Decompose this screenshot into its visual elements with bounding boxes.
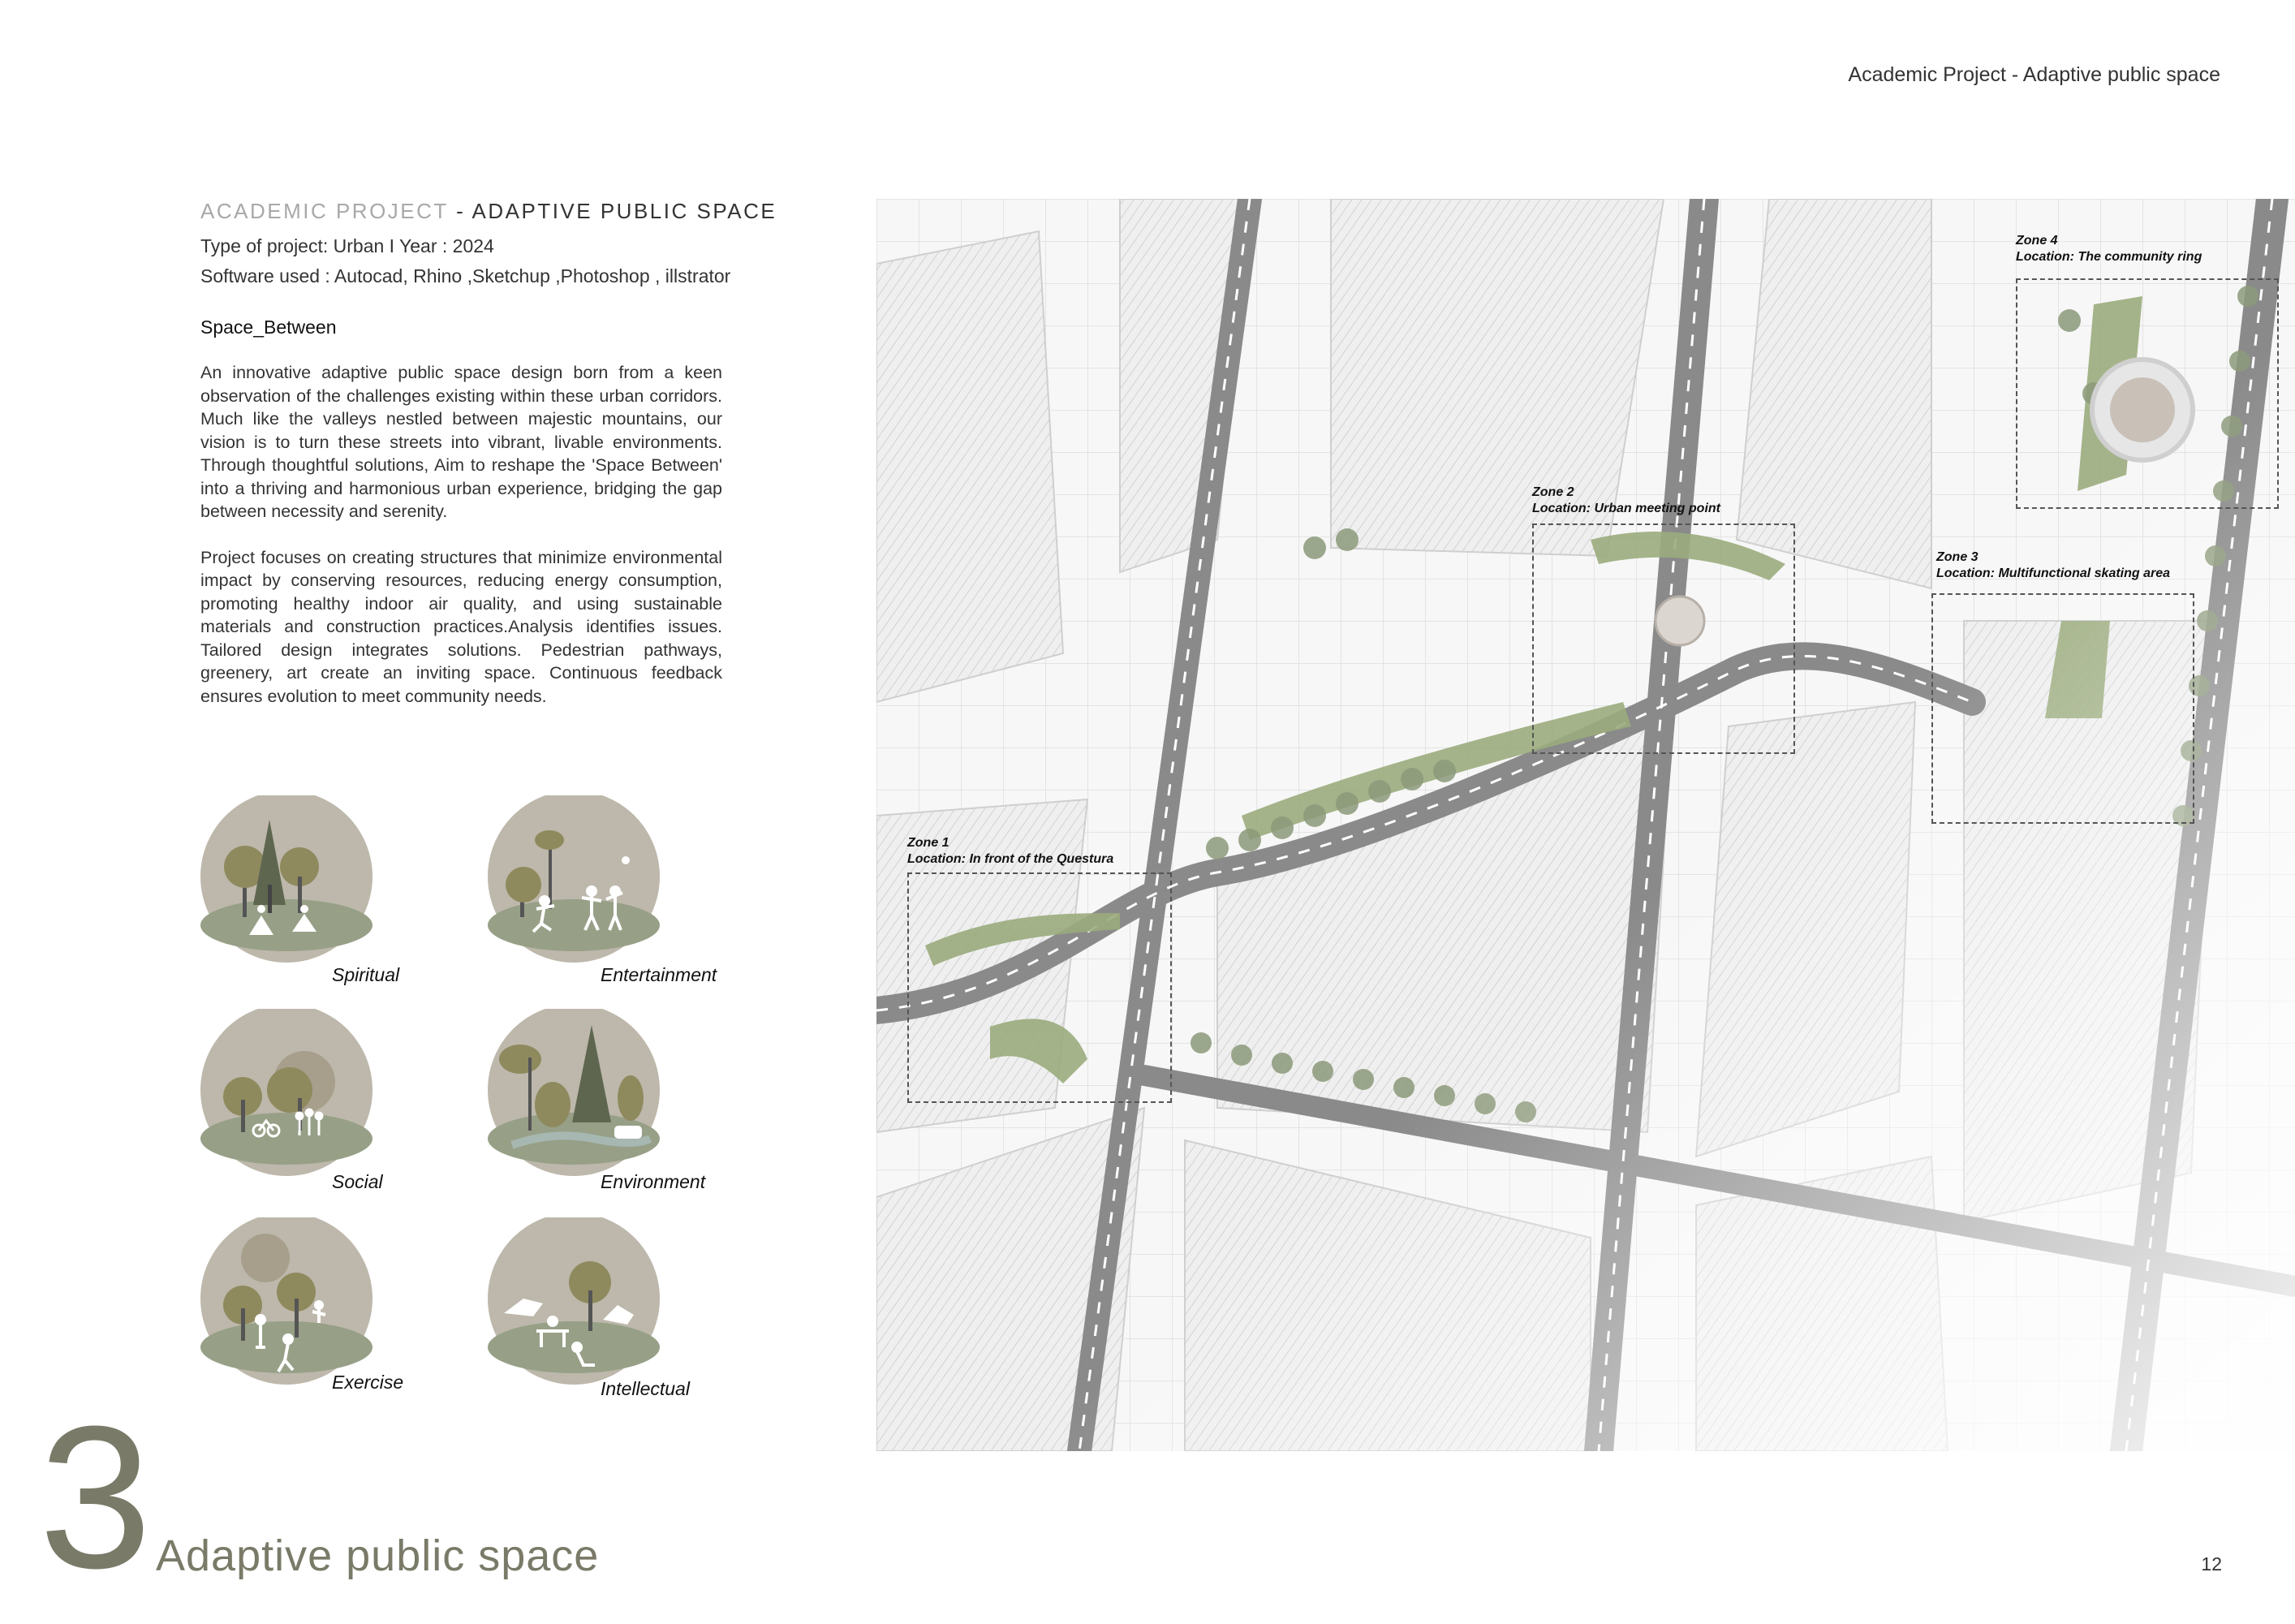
zone-location: Location: Urban meeting point [1532, 502, 1720, 515]
description-paragraph-2: Project focuses on creating structures that minimize environmental impact by conserving resources, reducing energy consumption, promoting healthy indoor air quality, and using sustainable materials and construction practices.Analysis identifies issues. Tailored design integrates solutions. Pedestrian pathways, greenery, art create an inviting space. Continuous feedback ensures evolution to meet community needs. [200, 547, 722, 706]
header-title: Academic Project - Adaptive public space [1848, 63, 2220, 86]
zone-1-box [907, 872, 1172, 1103]
exercise-icon [200, 1217, 379, 1388]
entertainment-icon [488, 795, 666, 966]
project-title [200, 199, 777, 224]
zone-name: Zone 2 [1532, 485, 1574, 499]
zone-location: Location: Multifunctional skating area [1936, 566, 2171, 580]
project-software: Software used : Autocad, Rhino ,Sketchup ,Photoshop , illstrator [200, 265, 731, 286]
zone-location: Location: The community ring [2016, 250, 2202, 264]
zone-3-box [1931, 593, 2194, 824]
intellectual-icon [488, 1217, 666, 1388]
activity-label: Intellectual [601, 1378, 690, 1399]
zone-name: Zone 4 [2016, 234, 2058, 248]
activity-social [200, 1009, 444, 1204]
zone-4-box [2016, 278, 2279, 509]
zone-name: Zone 3 [1936, 550, 1979, 564]
activity-intellectual [488, 1217, 731, 1412]
site-plan [876, 199, 2295, 1451]
activity-label: Spiritual [332, 964, 400, 985]
activity-label: Entertainment [601, 964, 717, 985]
activity-environment [488, 1009, 731, 1204]
zone-3-label [1936, 549, 2170, 582]
zone-name: Zone 1 [907, 836, 949, 850]
zone-2-box [1532, 523, 1795, 754]
social-icon [200, 1009, 379, 1179]
activity-label: Environment [601, 1171, 706, 1192]
project-title-separator: - [448, 199, 472, 223]
activity-label: Exercise [332, 1372, 404, 1393]
activity-exercise [200, 1217, 444, 1412]
project-title-strong: ADAPTIVE PUBLIC SPACE [471, 199, 777, 223]
description-paragraph-1: An innovative adaptive public space design born from a keen observation of the challenges existing within these urban corridors. Much like the valleys nestled between majestic mountains, our vision is to turn these streets into vibrant, livable environments. Through thoughtful solutions, Aim to reshape the 'Space Between' into a thriving and harmonious urban experience, bridging the gap between necessity and serenity. [200, 363, 722, 521]
activity-spiritual [200, 795, 444, 990]
project-type-year: Type of project: Urban I Year : 2024 [200, 235, 494, 256]
zone-4-label [2016, 233, 2202, 265]
project-description [200, 199, 777, 708]
activity-label: Social [332, 1171, 383, 1192]
spiritual-icon [200, 795, 379, 966]
activity-entertainment [488, 795, 731, 990]
section-title: Adaptive public space [156, 1531, 600, 1580]
project-title-muted: ACADEMIC PROJECT [200, 199, 449, 223]
project-subtitle: Space_Between [200, 317, 337, 338]
zone-location: Location: In front of the Questura [907, 852, 1114, 866]
zone-1-label [907, 835, 1113, 868]
zone-2-label [1532, 485, 1720, 517]
environment-icon [488, 1009, 666, 1179]
section-number: 3 [39, 1384, 153, 1610]
page-number: 12 [2201, 1553, 2222, 1574]
